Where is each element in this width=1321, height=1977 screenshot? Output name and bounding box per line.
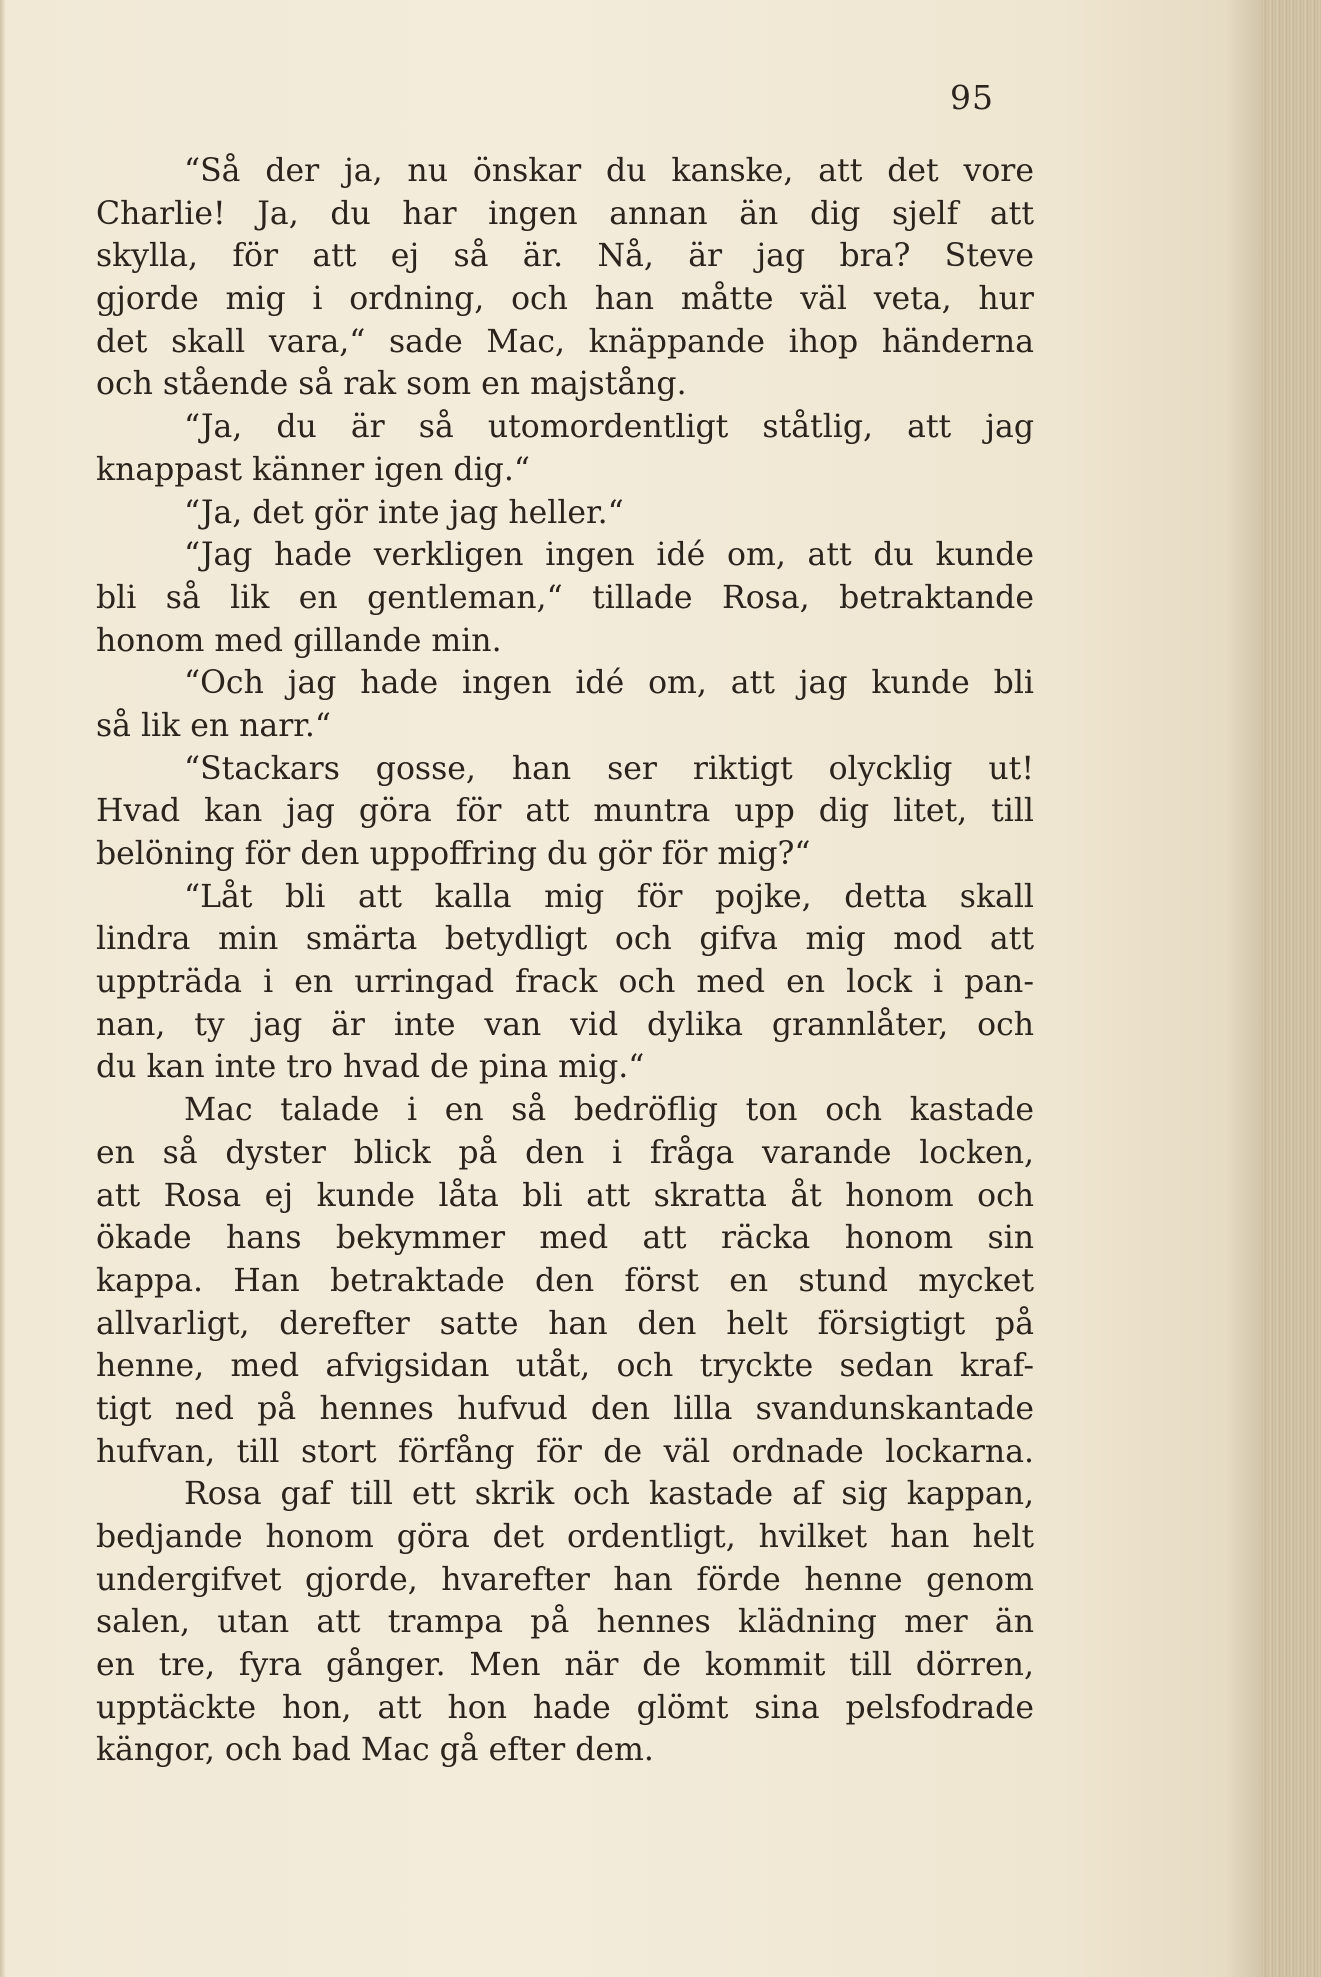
- text-line: belöning för den uppoffring du gör för mig?“: [96, 836, 811, 872]
- page-number: 95: [950, 78, 994, 117]
- text-line: nan, ty jag är inte van vid dylika grannlåter, och: [96, 1006, 1034, 1043]
- text-line: gjorde mig i ordning, och han måtte väl veta, hur: [96, 281, 1034, 318]
- text-line: hufvan, till stort förfång för de väl ordnade lockarna.: [96, 1433, 1034, 1470]
- text-line: Rosa gaf till ett skrik och kastade af sig kappan,: [184, 1476, 1034, 1513]
- text-line: undergifvet gjorde, hvarefter han förde henne genom: [96, 1561, 1034, 1598]
- text-line: det skall vara,“ sade Mac, knäppande ihop händerna: [96, 323, 1034, 360]
- text-line: Hvad kan jag göra för att muntra upp dig litet, till: [96, 793, 1034, 830]
- text-line: henne, med afvigsidan utåt, och tryckte sedan kraf-: [96, 1348, 1034, 1385]
- text-line: “Låt bli att kalla mig för pojke, detta skall: [184, 878, 1034, 915]
- text-line: att Rosa ej kunde låta bli att skratta åt honom och: [96, 1177, 1034, 1214]
- text-line: Charlie! Ja, du har ingen annan än dig sjelf att: [96, 195, 1034, 232]
- text-line: “Och jag hade ingen idé om, att jag kunde bli: [184, 665, 1034, 702]
- spine-shadow: [1225, 0, 1265, 1977]
- text-line: allvarligt, derefter satte han den helt försigtigt på: [96, 1305, 1034, 1342]
- text-line: bedjande honom göra det ordentligt, hvilket han helt: [96, 1519, 1034, 1555]
- text-line: kappa. Han betraktade den först en stund mycket: [96, 1262, 1034, 1299]
- text-line: honom med gillande min.: [96, 622, 502, 659]
- text-line: “Ja, du är så utomordentligt ståtlig, att jag: [184, 409, 1034, 446]
- text-line: uppträda i en urringad frack och med en lock i pan-: [96, 964, 1034, 1001]
- text-line: lindra min smärta betydligt och gifva mig mod att: [96, 921, 1034, 958]
- text-line: “Så der ja, nu önskar du kanske, att det vore: [184, 153, 1034, 189]
- text-line: och stående så rak som en majstång.: [96, 366, 687, 403]
- text-line: bli så lik en gentleman,“ tillade Rosa, betraktande: [96, 579, 1034, 616]
- text-line: du kan inte tro hvad de pina mig.“: [96, 1049, 645, 1086]
- text-line: så lik en narr.“: [96, 707, 331, 744]
- text-line: kängor, och bad Mac gå efter dem.: [96, 1732, 654, 1769]
- text-line: en så dyster blick på den i fråga varande locken,: [96, 1134, 1034, 1171]
- text-line: Mac talade i en så bedröflig ton och kastade: [184, 1092, 1034, 1129]
- text-line: “Stackars gosse, han ser riktigt olycklig ut!: [184, 750, 1034, 787]
- book-spine: [1262, 0, 1321, 1977]
- body-text: [96, 150, 1034, 1772]
- text-line: ökade hans bekymmer med att räcka honom sin: [96, 1220, 1034, 1257]
- text-line: “Ja, det gör inte jag heller.“: [184, 494, 624, 531]
- text-line: upptäckte hon, att hon hade glömt sina pelsfodrade: [96, 1689, 1034, 1726]
- text-line: “Jag hade verkligen ingen idé om, att du kunde: [184, 537, 1034, 574]
- text-line: tigt ned på hennes hufvud den lilla svandunskantade: [96, 1390, 1034, 1427]
- page-left-edge: [0, 0, 6, 1977]
- text-line: knappast känner igen dig.“: [96, 451, 530, 488]
- text-line: salen, utan att trampa på hennes klädning mer än: [96, 1604, 1034, 1641]
- text-line: skylla, för att ej så är. Nå, är jag bra? Steve: [96, 238, 1034, 275]
- text-line: en tre, fyra gånger. Men när de kommit till dörren,: [96, 1647, 1034, 1684]
